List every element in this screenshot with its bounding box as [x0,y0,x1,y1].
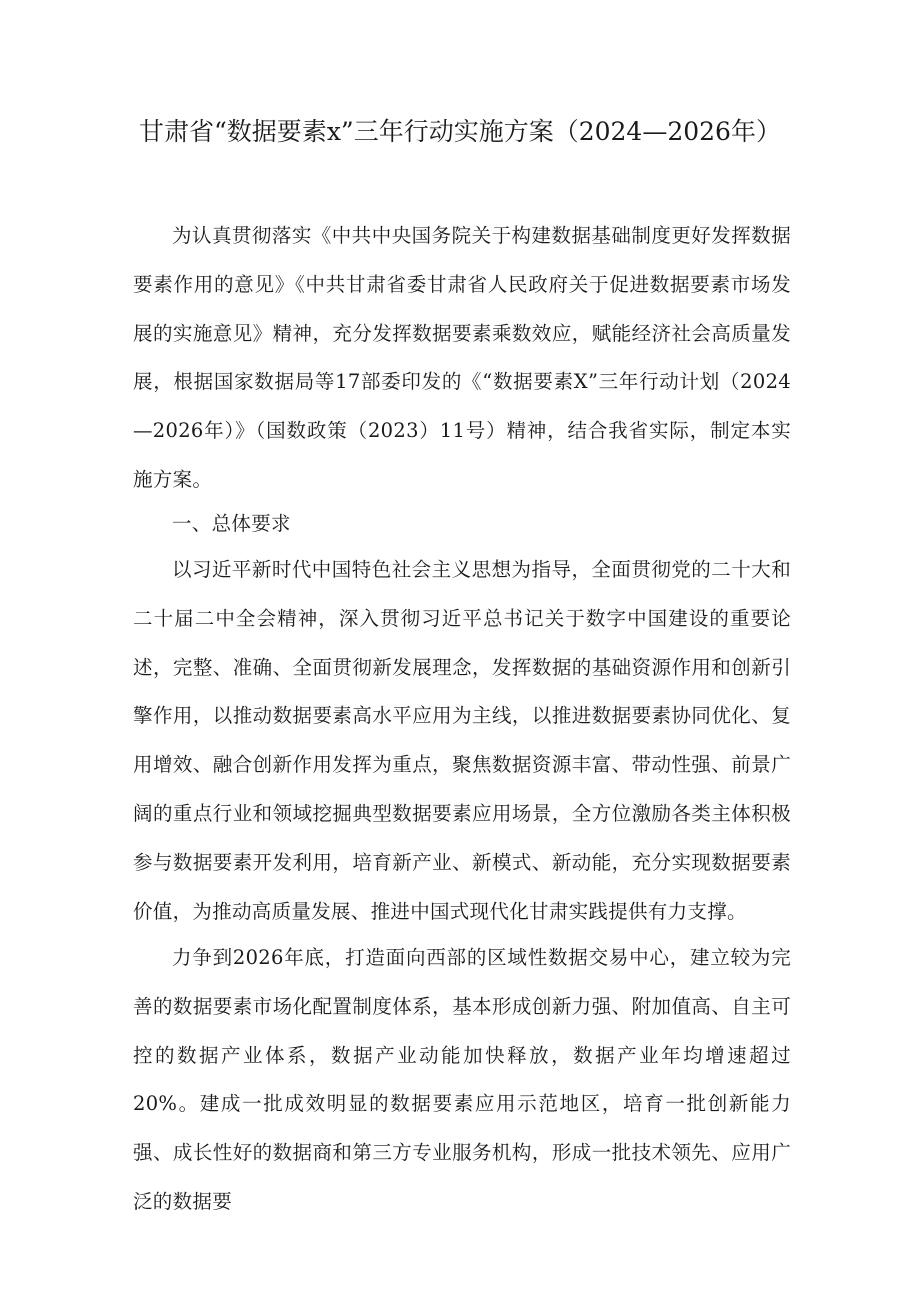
section-heading: 一、总体要求 [172,512,291,535]
guiding-paragraph: 以习近平新时代中国特色社会主义思想为指导，全面贯彻党的二十大和二十届二中全会精神，深入贯彻习近平总书记关于数字中国建设的重要论述，完整、准确、全面贯彻新发展理念，发挥数据的基础资源作用和创新引擎作用，以推动数据要素高水平应用为主线，以推进数据要素协同优化、复用增效、融合创新作用发挥为重点，聚焦数据资源丰富、带动性强、前景广阔的重点行业和领域挖掘典型数据要素应用场景，全方位激励各类主体积极参与数据要素开发利用，培育新产业、新模式、新动能，充分实现数据要素价值，为推动高质量发展、推进中国式现代化甘肃实践提供有力支撑。 [133,558,791,923]
goals-paragraph: 力争到2026年底，打造面向西部的区域性数据交易中心，建立较为完善的数据要素市场化配置制度体系，基本形成创新力强、附加值高、自主可控的数据产业体系，数据产业动能加快释放，数据产业年均增速超过20%。建成一批成效明显的数据要素应用示范地区，培育一批创新能力强、成长性好的数据商和第三方专业服务机构，形成一批技术领先、应用广泛的数据要 [133,946,791,1213]
document-title: 甘肃省“数据要素x”三年行动实施方案（2024—2026年） [139,117,781,146]
intro-paragraph: 为认真贯彻落实《中共中央国务院关于构建数据基础制度更好发挥数据要素作用的意见》《中共甘肃省委甘肃省人民政府关于促进数据要素市场发展的实施意见》精神，充分发挥数据要素乘数效应，赋能经济社会高质量发展，根据国家数据局等17部委印发的《“数据要素X”三年行动计划（2024—2026年）》（国数政策（2023）11号）精神，结合我省实际，制定本实施方案。 [133,224,791,491]
